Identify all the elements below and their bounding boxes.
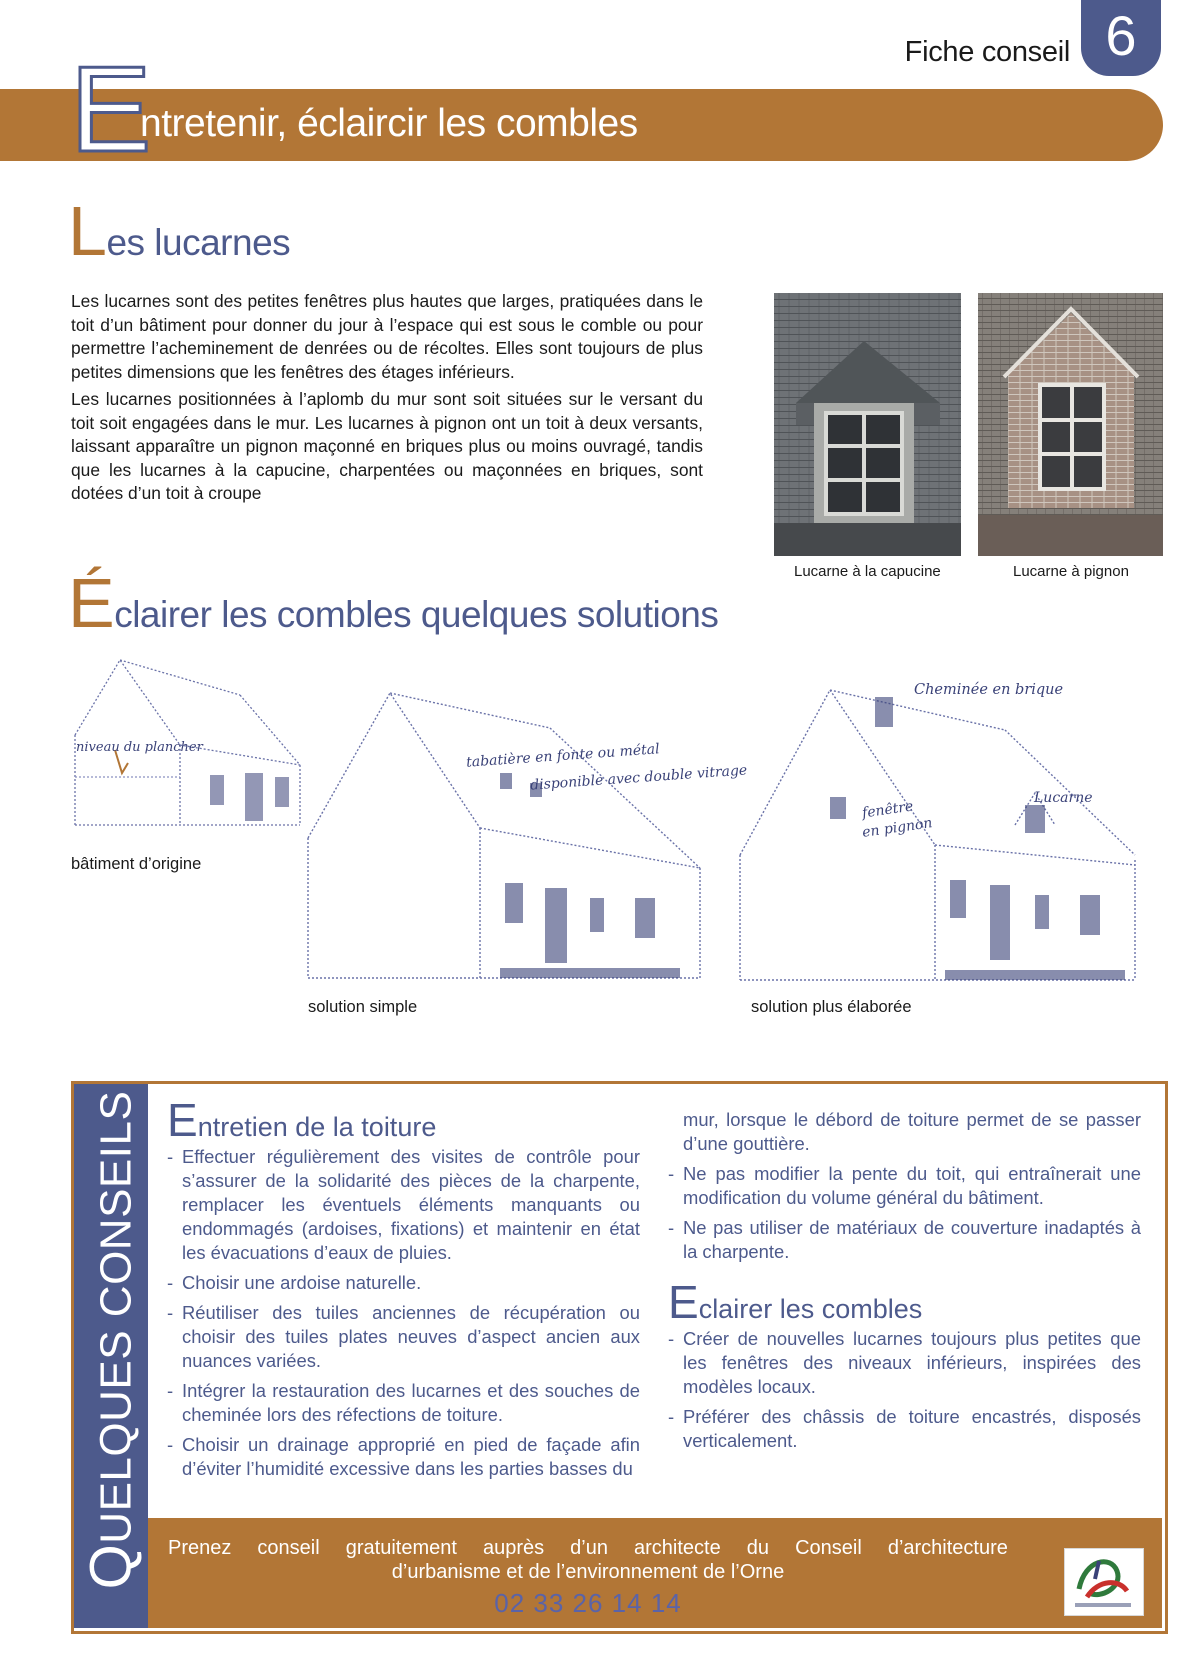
title-initial: E	[70, 41, 152, 177]
footer-word: architecte	[634, 1537, 721, 1559]
list-item: - Choisir un drainage approprié en pied de façade afin d’éviter l’humidité excessive dans les parties basses du	[167, 1433, 640, 1481]
label-fenetre-1: fenêtre	[861, 798, 915, 822]
eclairer-heading-initial: É	[68, 564, 115, 642]
entretien-list-continued	[668, 1162, 1141, 1264]
entretien-list	[167, 1145, 640, 1481]
entretien-continuation: mur, lorsque le débord de toiture permet de se passer d’une gouttière.	[683, 1109, 1141, 1154]
caption-solution-elaboree: solution plus élaborée	[751, 998, 912, 1016]
conseils-column-left	[167, 1094, 640, 1487]
footer-word: auprès	[482, 1537, 545, 1559]
photo-lucarne-pignon	[978, 293, 1163, 556]
lucarnes-heading-initial: L	[68, 192, 107, 270]
conseils-side-title-initial: Q	[78, 1543, 144, 1590]
footer-line-1	[168, 1537, 1008, 1560]
eclairer-combles-heading	[668, 1276, 1141, 1328]
list-item: - Réutiliser des tuiles anciennes de récupération ou choisir des tuiles plates neuves d’aspect ancien aux nuances variées.	[167, 1301, 640, 1373]
entretien-heading-initial: E	[167, 1094, 198, 1146]
entretien-heading	[167, 1094, 640, 1146]
footer-word: conseil	[257, 1537, 320, 1559]
list-item: - Ne pas modifier la pente du toit, qui entraînerait une modification du volume général du bâtiment.	[668, 1162, 1141, 1210]
footer-word: du	[746, 1537, 770, 1559]
lucarnes-paragraph-2: Les lucarnes positionnées à l’aplomb du mur sont soit situées sur le versant du toit soit engagées dans le mur. Les lucarnes à pignon ont un toit à deux versants, laissant apparaître un pignon maçonné en briques plus ou moins ouvragé, tandis que les lucarnes à la capucine, charpentées ou maçonnées en briques, sont dotées d’un toit à croupe	[71, 389, 703, 503]
footer-word: Prenez	[168, 1537, 232, 1559]
conseils-side-title-text: UELQUES CONSEILS	[91, 1090, 141, 1544]
eclairer-combles-list	[668, 1327, 1141, 1453]
list-item: - Créer de nouvelles lucarnes toujours plus petites que les fenêtres des niveaux inférieurs, inspirées des modèles locaux.	[668, 1327, 1141, 1399]
footer-phone: 02 33 26 14 14	[494, 1588, 682, 1618]
caption-pignon: Lucarne à pignon	[1013, 563, 1129, 580]
eclairer-combles-heading-text: clairer les combles	[698, 1294, 923, 1324]
lucarnes-paragraph-1: Les lucarnes sont des petites fenêtres plus hautes que larges, pratiquées dans le toit d’un bâtiment pour donner du jour à l’espace qui est sous le comble ou pour permettre l’acheminement de denrées ou de récoltes. Elles sont toujours de plus petites dimensions que les fenêtres des étages inférieurs.	[71, 291, 703, 382]
list-item: - Choisir une ardoise naturelle.	[167, 1271, 640, 1295]
caue-logo-icon	[1065, 1549, 1143, 1615]
conseils-side-title	[78, 1091, 145, 1590]
eclairer-combles-heading-initial: E	[668, 1276, 699, 1328]
list-item: - Ne pas utiliser de matériaux de couverture inadaptés à la charpente.	[668, 1216, 1141, 1264]
lucarnes-heading	[68, 192, 291, 270]
caption-batiment-origine: bâtiment d’origine	[71, 855, 202, 873]
dormer-capucine-illustration	[774, 293, 961, 556]
eclairer-heading	[68, 564, 719, 642]
label-niveau-plancher: niveau du plancher	[76, 740, 203, 755]
list-item: - Effectuer régulièrement des visites de contrôle pour s’assurer de la solidarité des pièces de la charpente, remplacer les éventuels éléments manquants ou endommagés (ardoises, fixations) et maintenir en état les évacuations d’eaux de pluies.	[167, 1145, 640, 1265]
lucarnes-text	[71, 290, 703, 510]
list-item: - Intégrer la restauration des lucarnes et des souches de cheminée lors des réfections de toiture.	[167, 1379, 640, 1427]
footer-line-2: d’urbanisme et de l’environnement de l’Orne	[391, 1561, 785, 1583]
fiche-label: Fiche conseil	[904, 36, 1070, 68]
conseils-column-right	[668, 1108, 1141, 1459]
list-item: - Préférer des châssis de toiture encastrés, disposés verticalement.	[668, 1405, 1141, 1453]
label-cheminee: Cheminée en brique	[914, 682, 1064, 698]
caption-solution-simple: solution simple	[308, 998, 418, 1016]
footer-word: Conseil	[795, 1537, 862, 1559]
caue-logo	[1064, 1548, 1144, 1616]
sketch-solution-simple	[300, 688, 710, 988]
eclairer-heading-text: clairer les combles quelques solutions	[114, 594, 719, 635]
label-tabatiere-1: tabatière en fonte ou métal	[465, 741, 661, 771]
photo-lucarne-capucine	[774, 293, 961, 556]
caption-capucine: Lucarne à la capucine	[794, 563, 941, 580]
sketch-solution-elaboree	[735, 685, 1145, 990]
dormer-pignon-illustration	[978, 293, 1163, 556]
label-lucarne: Lucarne	[1034, 790, 1093, 806]
footer-word: d’un	[570, 1537, 608, 1559]
footer-word: d’architecture	[887, 1537, 1008, 1559]
entretien-heading-text: ntretien de la toiture	[197, 1112, 437, 1142]
page-title: ntretenir, éclaircir les combles	[140, 102, 638, 145]
fiche-number-badge: 6	[1081, 0, 1161, 76]
label-tabatiere-2: disponible avec double vitrage	[529, 762, 748, 794]
footer-word: gratuitement	[345, 1537, 457, 1559]
lucarnes-heading-text: es lucarnes	[106, 222, 291, 263]
label-fenetre-2: en pignon	[861, 815, 934, 841]
